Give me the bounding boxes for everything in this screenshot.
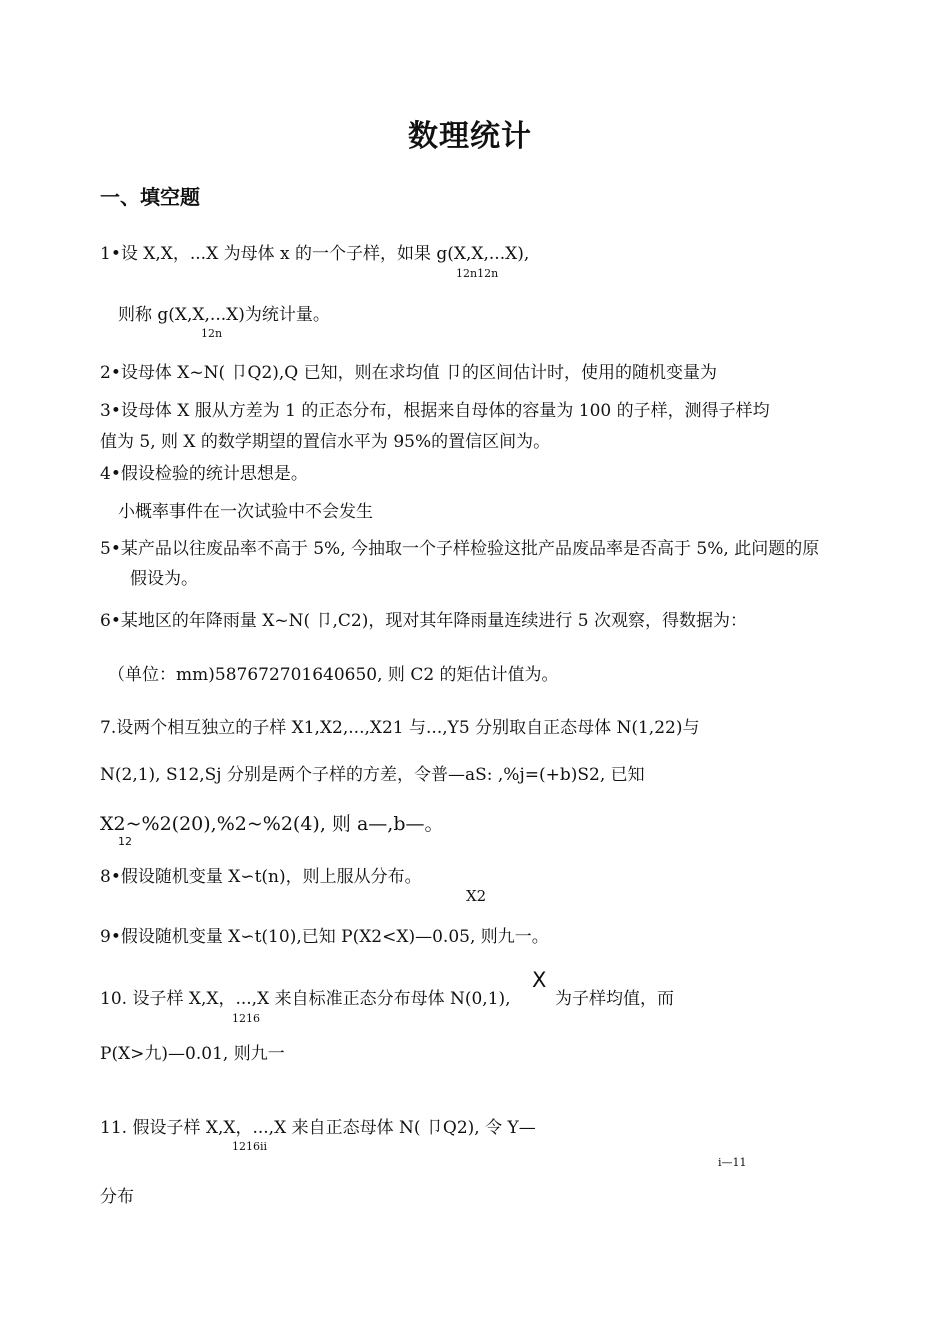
question-2: 2•设母体 X~N( 卩Q2),Q 已知，则在求均值 卩的区间估计时，使用的随机变量为 bbox=[100, 363, 718, 383]
question-1-line-2-subscript: 12n bbox=[201, 327, 223, 340]
question-3-line-1: 3•设母体 X 服从方差为 1 的正态分布，根据来自母体的容量为 100 的子样，测得子样均 bbox=[100, 401, 770, 421]
question-10-sample-mean: X bbox=[532, 968, 547, 992]
question-11-line-2: 分布 bbox=[100, 1187, 134, 1207]
question-4: 4•假设检验的统计思想是。 bbox=[100, 464, 308, 484]
question-4-answer: 小概率事件在一次试验中不会发生 bbox=[118, 502, 373, 522]
question-1-line-1: 1•设 X,X，...X 为母体 x 的一个子样，如果 g(X,X,...X), bbox=[100, 244, 530, 264]
question-10-tail: 为子样均值，而 bbox=[555, 989, 674, 1009]
question-11-line-1: 11. 假设子样 X,X，...,X 来自正态母体 N( 卩Q2), 令 Y— bbox=[100, 1118, 536, 1138]
question-6-line-2: （单位：mm)587672701640650, 则 C2 的矩估计值为。 bbox=[108, 665, 559, 685]
question-7-subscript: 12 bbox=[118, 835, 132, 848]
question-9: 9•假设随机变量 X∽t(10),已知 P(X2<X)—0.05, 则九一。 bbox=[100, 927, 549, 947]
question-11-subscript: 1216ii bbox=[232, 1140, 268, 1153]
question-8: 8•假设随机变量 X∽t(n)，则上服从分布。 bbox=[100, 867, 422, 887]
question-1-subscript: 12n12n bbox=[456, 267, 499, 280]
question-1-line-2: 则称 g(X,X,...X)为统计量。 bbox=[118, 305, 330, 325]
question-11-sum-index: i—11 bbox=[718, 1156, 747, 1169]
question-7-line-3: X2~%2(20),%2~%2(4), 则 a—,b—。 bbox=[100, 813, 444, 835]
question-10-line-2: P(X>九)—0.01, 则九一 bbox=[100, 1044, 285, 1064]
question-7-line-1: 7.设两个相互独立的子样 X1,X2,...,X21 与...,Y5 分别取自正态母体 N(1,22)与 bbox=[100, 718, 700, 738]
question-3-line-2: 值为 5, 则 X 的数学期望的置信水平为 95%的置信区间为。 bbox=[100, 432, 551, 452]
question-6-line-1: 6•某地区的年降雨量 X~N( 卩,C2)，现对其年降雨量连续进行 5 次观察，得数据为： bbox=[100, 611, 747, 631]
question-5-line-1: 5•某产品以往废品率不高于 5%, 今抽取一个子样检验这批产品废品率是否高于 5%, 此问题的原 bbox=[100, 539, 820, 559]
question-7-line-2: N(2,1), S12,Sj 分别是两个子样的方差，令普—aS: ,%j=(+b)S2, 已知 bbox=[100, 765, 645, 785]
question-10-subscript: 1216 bbox=[232, 1012, 260, 1025]
page-title: 数理统计 bbox=[408, 119, 532, 154]
section-heading: 一、填空题 bbox=[100, 185, 200, 209]
question-10-line-1: 10. 设子样 X,X，...,X 来自标准正态分布母体 N(0,1), bbox=[100, 989, 511, 1009]
question-8-denominator: X2 bbox=[466, 887, 487, 905]
question-5-line-2: 假设为。 bbox=[130, 569, 198, 589]
